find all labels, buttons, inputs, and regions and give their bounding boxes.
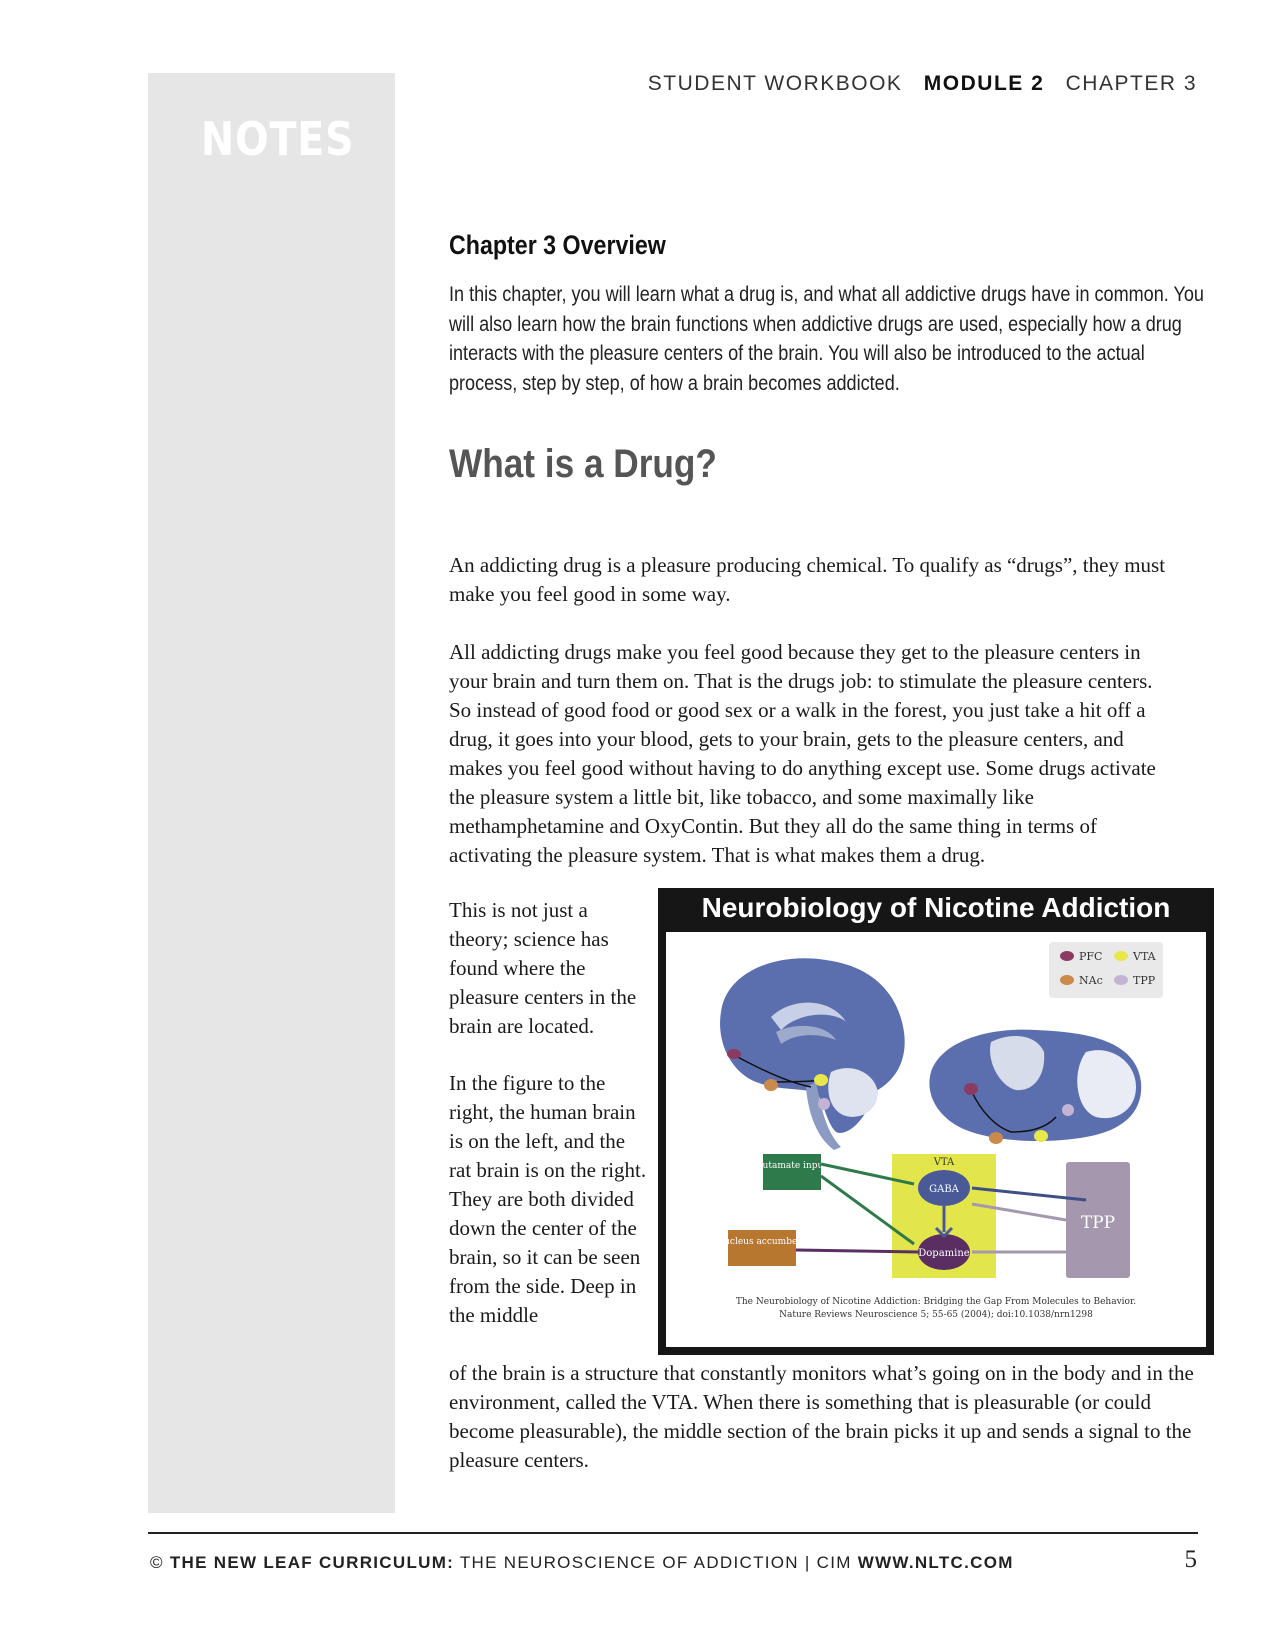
copyright-symbol: © xyxy=(150,1553,164,1572)
footer-url[interactable]: WWW.NLTC.COM xyxy=(857,1553,1014,1572)
figure-citation-1: The Neurobiology of Nicotine Addiction: Bridging the Gap From Molecules to Behavior. xyxy=(735,1297,1137,1307)
overview-title: Chapter 3 Overview xyxy=(449,230,666,260)
legend-swatch-tpp xyxy=(1114,975,1128,985)
figure-title: Neurobiology of Nicotine Addiction xyxy=(701,892,1171,923)
paragraph-2: All addicting drugs make you feel good because they get to the pleasure centers in your brain and turn them on. That is the drugs job: to stimulate the pleasure centers. So instead of good food or good sex or a walk in the forest, you just take a hit off a drug, it goes into your blood, gets to your brain, gets to the pleasure centers, and makes you feel good without having to do anything except use. Some drugs activate the pleasure system a little bit, like tobacco, and some maximally like methamphetamine and OxyContin. But they all do the same thing in terms of activating the pleasure system. That is what makes them a drug. xyxy=(449,640,1156,867)
footer-rule xyxy=(148,1532,1198,1534)
legend-swatch-vta xyxy=(1114,951,1128,961)
nucleus-box xyxy=(728,1230,796,1266)
circuit-diagram xyxy=(716,1154,1136,1320)
header-chapter: CHAPTER 3 xyxy=(1065,72,1197,95)
notes-title: NOTES xyxy=(201,112,355,166)
dopamine-label: Dopamine xyxy=(918,1248,970,1259)
legend-label-pfc: PFC xyxy=(1079,950,1103,963)
paragraph-3: This is not just a theory; science has found where the pleasure centers in the brain are located. xyxy=(449,898,637,1038)
tpp-label: TPP xyxy=(1080,1213,1116,1233)
glutamate-box xyxy=(763,1154,821,1190)
figure-illustration xyxy=(666,932,1206,1347)
overview-text: In this chapter, you will learn what a drug is, and what all addictive drugs have in common. You will also learn how the brain functions when addictive drugs are used, especially how a drug interacts with the pleasure centers of the brain. You will also be introduced to the actual process, step by step, of how a brain becomes addicted. xyxy=(449,283,1204,395)
legend-label-tpp: TPP xyxy=(1133,974,1156,987)
page-header xyxy=(648,72,1197,96)
footer-subtitle: THE NEUROSCIENCE OF ADDICTION | CIM xyxy=(459,1553,852,1572)
legend-swatch-nac xyxy=(1060,975,1074,985)
rat-brain-illustration xyxy=(929,1030,1141,1144)
nucleus-label: Nucleus accumbens xyxy=(716,1237,808,1247)
notes-sidebar xyxy=(148,73,395,1513)
footer-brand: THE NEW LEAF CURRICULUM: xyxy=(169,1553,455,1572)
paragraph-5: of the brain is a structure that constantly monitors what’s going on in the body and in the environment, called the VTA. When there is something that is pleasurable (or could become pleasurable), the middle section of the brain picks it up and sends a signal to the pleasure centers. xyxy=(449,1361,1194,1472)
header-module: MODULE 2 xyxy=(923,72,1045,95)
paragraph-1: An addicting drug is a pleasure producing chemical. To qualify as “drugs”, they must make you feel good in some way. xyxy=(449,553,1166,606)
paragraph-4: In the figure to the right, the human brain is on the left, and the rat brain is on the right. They are both divided down the center of the brain, so it can be seen from the side. Deep in the middle xyxy=(449,1071,647,1327)
figure-citation-2: Nature Reviews Neuroscience 5; 55-65 (2004); doi:10.1038/nrn1298 xyxy=(779,1310,1093,1320)
vta-label: VTA xyxy=(933,1157,955,1168)
section-title: What is a Drug? xyxy=(449,442,717,486)
human-brain-illustration xyxy=(720,958,905,1150)
page-number: 5 xyxy=(1184,1546,1197,1573)
nicotine-figure xyxy=(658,888,1214,1355)
legend-swatch-pfc xyxy=(1060,951,1074,961)
gaba-label: GABA xyxy=(929,1184,959,1195)
header-workbook: STUDENT WORKBOOK xyxy=(647,72,903,95)
legend-label-vta: VTA xyxy=(1133,950,1156,963)
figure-panel xyxy=(666,932,1206,1347)
legend-label-nac: NAc xyxy=(1079,974,1103,987)
glutamate-label: Glutamate inputs xyxy=(752,1161,832,1171)
footer xyxy=(150,1553,1014,1573)
